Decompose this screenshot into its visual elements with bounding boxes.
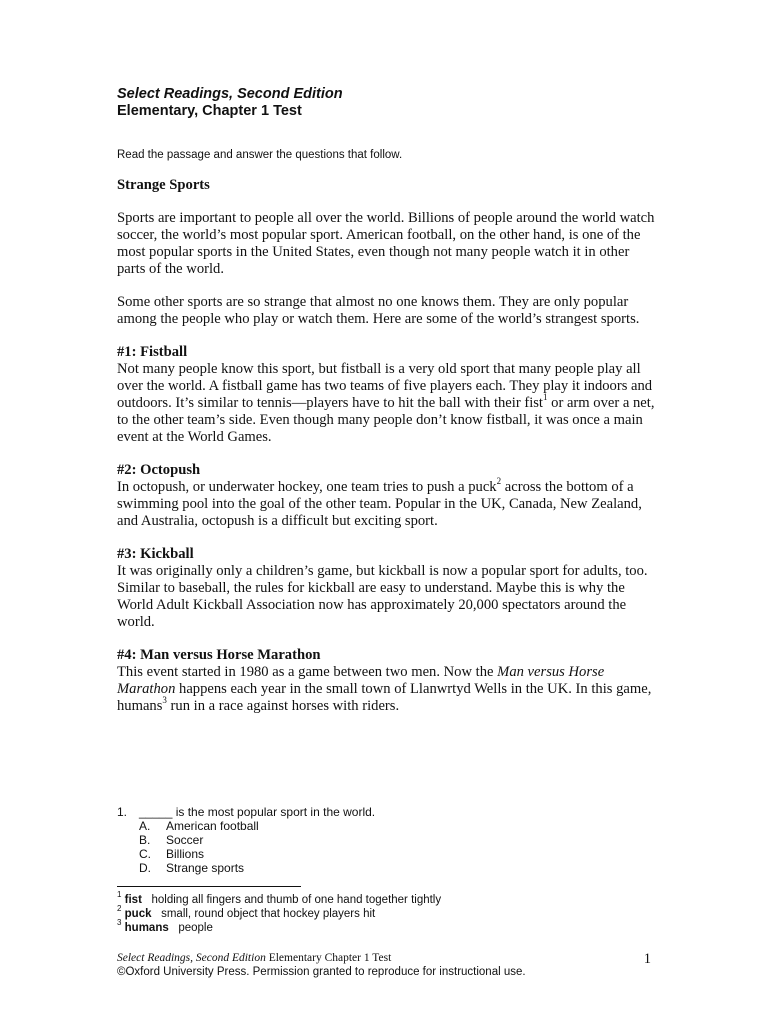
footnote-1 <box>117 890 442 907</box>
answer-option-a <box>117 819 375 833</box>
passage-heading: Strange Sports <box>117 177 210 193</box>
footnote-number: 3 <box>117 918 122 928</box>
footnote-definition: small, round object that hockey players hit <box>161 908 376 920</box>
footnote-ref: 3 <box>162 695 167 706</box>
question-line <box>117 805 375 819</box>
section-title: #4: Man versus Horse Marathon <box>117 647 321 663</box>
footnote-term: humans <box>124 922 169 934</box>
footnote-definition: holding all fingers and thumb of one hand together tightly <box>151 894 442 906</box>
question-number: 1. <box>117 805 128 819</box>
option-letter: B. <box>139 833 151 847</box>
footnote-ref: 1 <box>543 392 548 403</box>
question-text: _____ is the most popular sport in the world. <box>139 805 376 819</box>
footer-book-title: Select Readings, Second Edition <box>117 952 266 964</box>
footnote-definition: people <box>178 922 213 934</box>
option-text: Soccer <box>166 833 204 847</box>
footnote-divider <box>117 886 301 887</box>
section-title: #1: Fistball <box>117 344 188 360</box>
section-marathon <box>117 647 657 715</box>
section-text: or arm over a net, to the other team’s side. Even though many people don’t know fistball, it was once a main event at the World Games. <box>117 395 655 445</box>
footnote-term: puck <box>124 908 152 920</box>
footnote-3 <box>117 918 441 935</box>
section-text: This event started in 1980 as a game between two men. Now the <box>117 664 498 680</box>
section-text: In octopush, or underwater hockey, one team tries to push a puck <box>117 479 497 495</box>
option-text: American football <box>166 819 259 833</box>
option-letter: D. <box>139 861 151 875</box>
option-text: Billions <box>166 847 205 861</box>
section-text: happens each year in the small town of Llanwrtyd Wells in the UK. In this game, humans <box>117 681 652 714</box>
passage-paragraph-1: Sports are important to people all over the world. Billions of people around the world watch soccer, the world’s most popular sport. American football, on the other hand, is one of the most popular sports in the United States, even though not many people watch it in other parts of the world. <box>117 210 655 277</box>
answer-option-c <box>117 847 375 861</box>
footer-book-chapter: Elementary Chapter 1 Test <box>265 952 392 964</box>
document-title: Select Readings, Second Edition <box>117 86 343 102</box>
footer-book-line <box>117 951 657 965</box>
section-text: run in a race against horses with riders. <box>166 698 400 714</box>
page-number: 1 <box>643 951 651 967</box>
section-text: It was originally only a children’s game, but kickball is now a popular sport for adults, too. Similar to baseball, the rules for kickball are easy to understand. Maybe this is why the World Adult Kickball Association now has approximately 20,000 spectators around the world. <box>117 563 648 630</box>
section-octopush <box>117 462 657 530</box>
instructions: Read the passage and answer the questions that follow. <box>117 149 403 161</box>
section-text: Not many people know this sport, but fistball is a very old sport that many people play all over the world. A fistball game has two teams of five players each. They play it indoors and outdoors. It’s similar to tennis—players have to hit the ball with their fist <box>117 361 653 411</box>
section-fistball <box>117 344 657 446</box>
section-title: #3: Kickball <box>117 546 194 562</box>
section-text: across the bottom of a swimming pool into the goal of the other team. Popular in the UK, Canada, New Zealand, and Australia, octopush is a difficult but exciting sport. <box>117 479 642 529</box>
footnote-number: 2 <box>117 904 122 914</box>
event-name: Man versus Horse Marathon <box>117 664 605 697</box>
answer-option-b <box>117 833 375 847</box>
document-subtitle: Elementary, Chapter 1 Test <box>117 103 302 119</box>
footnotes <box>117 890 442 935</box>
copyright-notice: ©Oxford University Press. Permission granted to reproduce for instructional use. <box>117 966 526 978</box>
question-1 <box>117 805 375 875</box>
footnote-2 <box>117 904 441 921</box>
passage <box>117 177 657 731</box>
page-header <box>117 86 343 120</box>
option-letter: A. <box>139 819 151 833</box>
footnote-ref: 2 <box>496 476 502 487</box>
option-letter: C. <box>139 847 151 861</box>
section-kickball <box>117 546 657 631</box>
footnote-number: 1 <box>117 890 122 900</box>
section-title: #2: Octopush <box>117 462 201 478</box>
answer-option-d <box>117 861 375 875</box>
passage-paragraph-2: Some other sports are so strange that almost no one knows them. They are only popular among the people who play or watch them. Here are some of the world’s strangest sports. <box>117 294 640 327</box>
option-text: Strange sports <box>166 861 245 875</box>
page-footer <box>117 951 657 979</box>
footnote-term: fist <box>124 894 142 906</box>
